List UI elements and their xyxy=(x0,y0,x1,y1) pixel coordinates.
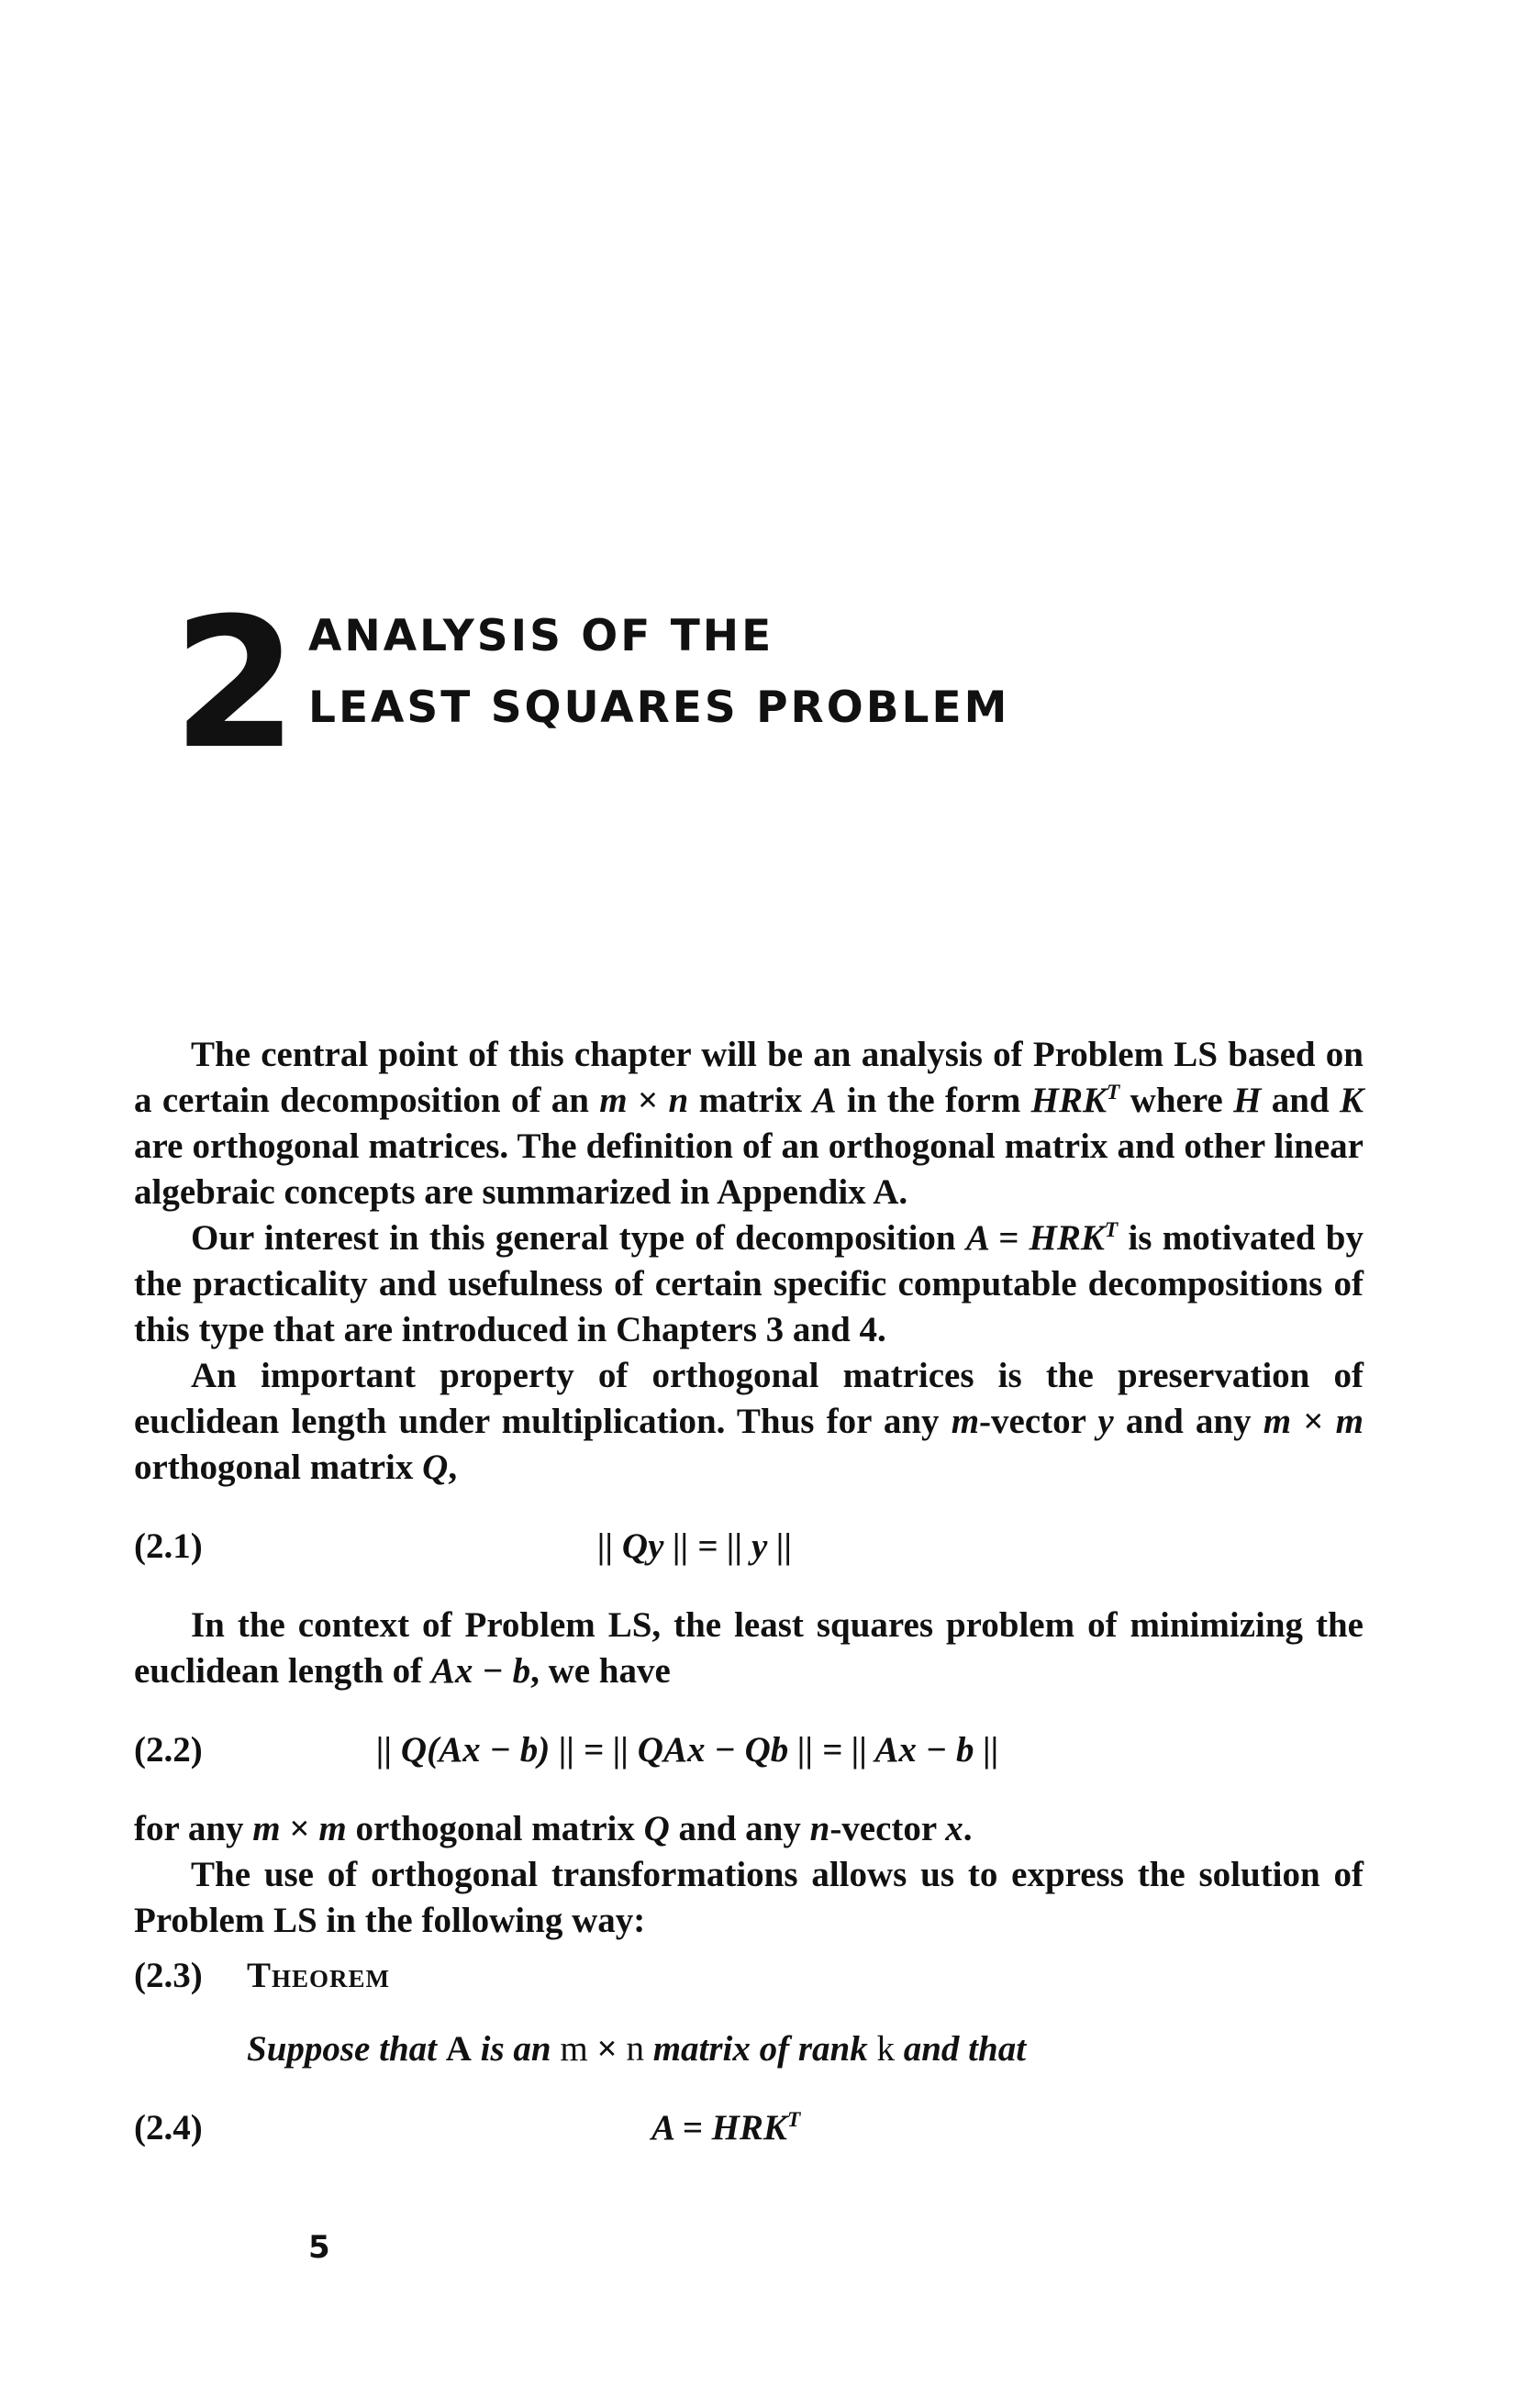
equation-2-1 xyxy=(134,1524,1364,1570)
text: for any xyxy=(134,1809,253,1848)
symbol-m: m xyxy=(252,1809,281,1848)
text: are orthogonal matrices. The definition of an orthogonal matrix and other linear algebraic concepts are summarized in Appendix A. xyxy=(134,1126,1364,1212)
times-sign: × xyxy=(587,2029,627,2069)
symbol-m: m xyxy=(560,2029,588,2069)
symbol-n: n xyxy=(809,1809,830,1848)
paragraph-3 xyxy=(134,1353,1364,1491)
text: and that xyxy=(894,2029,1027,2069)
symbol-x: x xyxy=(945,1809,963,1848)
paragraph-6 xyxy=(134,1852,1364,1944)
symbol-y: y xyxy=(1097,1402,1114,1441)
symbol-H: H xyxy=(1233,1081,1262,1120)
symbol-n: n xyxy=(626,2029,644,2069)
text: matrix xyxy=(688,1081,813,1120)
equation-text: A = HRK xyxy=(651,2108,787,2147)
chapter-title-line-1: ANALYSIS OF THE xyxy=(308,611,774,661)
chapter-number: 2 xyxy=(173,580,295,789)
symbol-m: m xyxy=(1335,1402,1364,1441)
paragraph-4 xyxy=(134,1603,1364,1694)
text: The central point of this chapter will be an analysis of Problem LS based on a certain decomposition of an xyxy=(134,1035,1364,1120)
symbol-A: A xyxy=(812,1081,837,1120)
equation-2-4 xyxy=(134,2105,1364,2151)
text: An important property of orthogonal matrices is the preservation of euclidean length under multiplication. Thus for any xyxy=(134,1356,1364,1441)
symbol-m: m xyxy=(951,1402,980,1441)
symbol-Q: Q xyxy=(422,1448,449,1487)
equation-body: || Qy || = || y || xyxy=(597,1526,793,1566)
symbol-A: A xyxy=(445,2029,472,2069)
text: where xyxy=(1119,1081,1234,1120)
text: , we have xyxy=(530,1651,671,1691)
equation-body: || Q(Ax − b) || = || QAx − Qb || = || Ax − b || xyxy=(376,1730,999,1770)
body-text xyxy=(134,1032,1364,2151)
times-sign: × xyxy=(1291,1402,1336,1441)
equation-2-2 xyxy=(134,1727,1364,1773)
paragraph-2 xyxy=(134,1215,1364,1353)
text: In the context of Problem LS, the least squares problem of minimizing the euclidean length of xyxy=(134,1605,1364,1691)
text: is motivated by the practicality and usefulness of certain specific computable decompositions of this type that are introduced in Chapters 3 and 4. xyxy=(134,1218,1364,1349)
equation-body xyxy=(651,2105,800,2151)
text: -vector xyxy=(829,1809,946,1848)
symbol-m: m xyxy=(599,1081,628,1120)
text: , xyxy=(448,1448,458,1487)
symbol-n: n xyxy=(668,1081,689,1120)
text: is an xyxy=(471,2029,561,2069)
text: . xyxy=(963,1809,973,1848)
symbol-m: m xyxy=(318,1809,347,1848)
symbol-Q: Q xyxy=(643,1809,670,1848)
paragraph-1 xyxy=(134,1032,1364,1215)
paragraph-5 xyxy=(134,1806,1364,1852)
times-sign: × xyxy=(280,1809,319,1848)
superscript-T: T xyxy=(1107,1081,1120,1104)
chapter-title-line-2: LEAST SQUARES PROBLEM xyxy=(308,682,1010,733)
times-sign: × xyxy=(627,1081,669,1120)
symbol-K: K xyxy=(1339,1081,1364,1120)
text: Our interest in this general type of decomposition xyxy=(191,1218,966,1258)
symbol-k: k xyxy=(876,2029,895,2069)
theorem-statement xyxy=(247,2026,1364,2072)
theorem-heading xyxy=(134,1953,1364,1999)
superscript-T: T xyxy=(786,2108,801,2132)
inline-equation: A = HRK xyxy=(965,1218,1105,1258)
text: in the form xyxy=(836,1081,1031,1120)
text: orthogonal matrix xyxy=(346,1809,644,1848)
text: orthogonal matrix xyxy=(134,1448,423,1487)
text: The use of orthogonal transformations allows us to express the solution of Problem LS in the following way: xyxy=(134,1855,1364,1940)
symbol-HRK: HRK xyxy=(1030,1081,1108,1120)
text: Suppose that xyxy=(247,2029,446,2069)
page-number: 5 xyxy=(308,2229,330,2266)
text: and any xyxy=(1113,1402,1263,1441)
text: matrix of rank xyxy=(643,2029,877,2069)
text: and any xyxy=(669,1809,810,1848)
inline-expression: Ax − b xyxy=(430,1651,531,1691)
text: -vector xyxy=(979,1402,1098,1441)
theorem-label: Theorem xyxy=(247,1956,391,1995)
equation-number: (2.2) xyxy=(134,1730,203,1770)
superscript-T: T xyxy=(1104,1218,1119,1242)
theorem-number: (2.3) xyxy=(134,1956,203,1995)
equation-number: (2.1) xyxy=(134,1526,203,1566)
equation-number: (2.4) xyxy=(134,2108,203,2147)
text: and xyxy=(1261,1081,1340,1120)
symbol-m: m xyxy=(1263,1402,1292,1441)
